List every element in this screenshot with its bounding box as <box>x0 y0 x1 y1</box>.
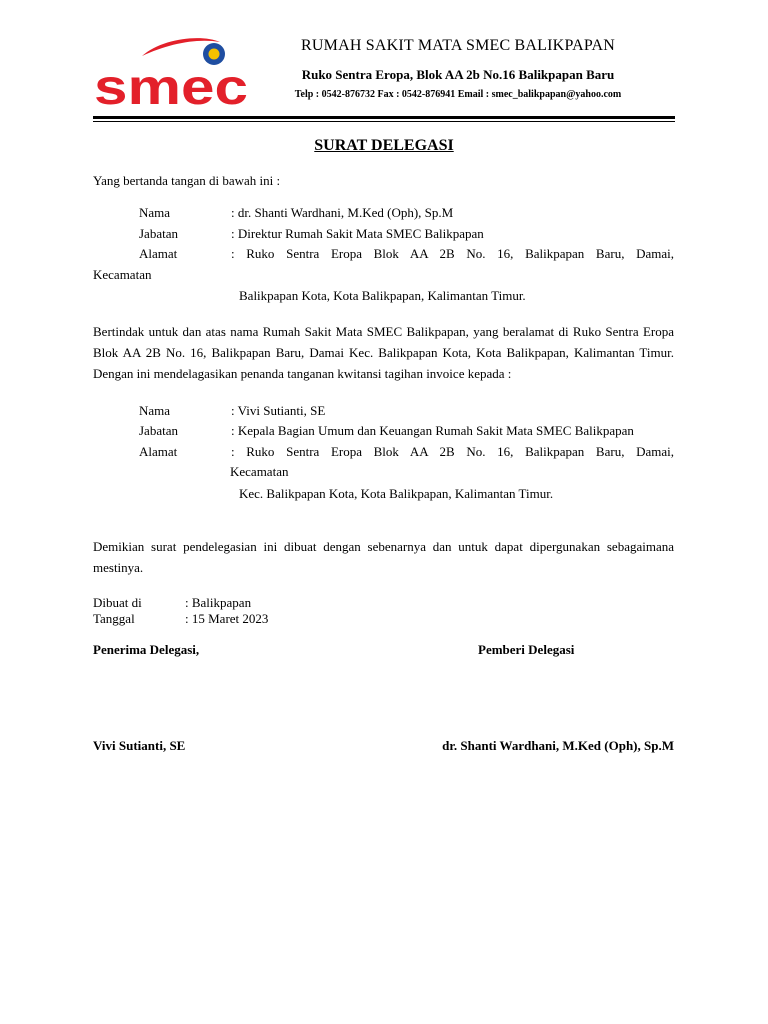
delegator-alamat-continued: Balikpapan Kota, Kota Balikpapan, Kalimantan Timur. <box>239 288 526 303</box>
delegate-jabatan-value: : Kepala Bagian Umum dan Keuangan Rumah Sakit Mata SMEC Balikpapan <box>231 423 634 438</box>
org-contact: Telp : 0542-876732 Fax : 0542-876941 Email : smec_balikpapan@yahoo.com <box>294 89 622 100</box>
header-rule-thin <box>93 121 675 122</box>
closing-paragraph: Demikian surat pendelegasian ini dibuat dengan sebenarnya dan untuk dapat dipergunakan sebagaimana mestinya. <box>93 539 674 575</box>
delegator-nama-value: : dr. Shanti Wardhani, M.Ked (Oph), Sp.M <box>231 205 454 220</box>
date-label: Tanggal <box>93 611 135 626</box>
delegate-jabatan-label: Jabatan <box>139 423 178 438</box>
header-rule-thick <box>93 116 675 119</box>
delegator-alamat-label: Alamat <box>139 246 178 261</box>
delegate-alamat-continued: Kec. Balikpapan Kota, Kota Balikpapan, Kalimantan Timur. <box>239 486 554 501</box>
delegate-alamat-value: : Ruko Sentra Eropa Blok AA 2B No. 16, Balikpapan Baru, Damai, <box>231 444 674 459</box>
delegator-jabatan-label: Jabatan <box>139 226 178 241</box>
made-at-label: Dibuat di <box>93 595 142 610</box>
made-at-value: : Balikpapan <box>185 595 252 610</box>
receiver-name: Vivi Sutianti, SE <box>93 738 186 753</box>
delegator-alamat-value: : Ruko Sentra Eropa Blok AA 2B No. 16, Balikpapan Baru, Damai, <box>231 246 674 261</box>
delegate-nama-label: Nama <box>139 403 171 418</box>
giver-heading: Pemberi Delegasi <box>478 642 575 657</box>
delegate-alamat-wrap: Kecamatan <box>230 464 289 479</box>
delegator-jabatan-value: : Direktur Rumah Sakit Mata SMEC Balikpapan <box>231 226 484 241</box>
org-address: Ruko Sentra Eropa, Blok AA 2b No.16 Balikpapan Baru <box>301 67 615 82</box>
logo-yellow-dot <box>209 49 220 60</box>
org-name: RUMAH SAKIT MATA SMEC BALIKPAPAN <box>301 37 615 54</box>
intro-text: Yang bertanda tangan di bawah ini : <box>93 173 281 188</box>
delegate-alamat-label: Alamat <box>139 444 178 459</box>
body-paragraph: Bertindak untuk dan atas nama Rumah Sakit Mata SMEC Balikpapan, yang beralamat di Ruko Sentra Eropa Blok AA 2B No. 16, Balikpapan Baru, Damai Kec. Balikpapan Kota, Kota Balikpapan, Kalimantan Timur. Dengan ini mendelagasikan penanda tanganan kwitansi tagihan invoice kepada : <box>93 324 674 381</box>
delegator-alamat-wrap: Kecamatan <box>93 267 152 282</box>
delegator-nama-label: Nama <box>139 205 171 220</box>
logo-text: smec <box>94 59 248 110</box>
smec-logo <box>92 34 252 110</box>
document-title: SURAT DELEGASI <box>314 137 454 154</box>
giver-name: dr. Shanti Wardhani, M.Ked (Oph), Sp.M <box>442 738 674 753</box>
date-value: : 15 Maret 2023 <box>185 611 269 626</box>
receiver-heading: Penerima Delegasi, <box>93 642 200 657</box>
delegate-nama-value: : Vivi Sutianti, SE <box>231 403 326 418</box>
